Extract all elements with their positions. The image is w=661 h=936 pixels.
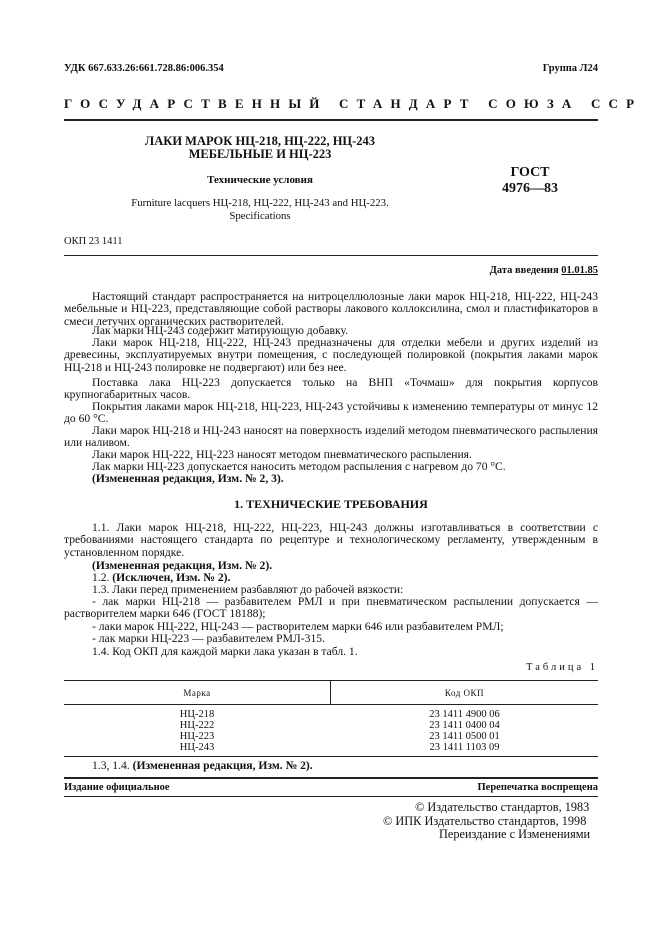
table-caption: Таблица 1 — [526, 662, 598, 673]
intro-paragraph: Лаки марок НЦ-218 и НЦ-243 наносят на поверхность изделий методом пневматического распыления или наливом. — [64, 424, 598, 450]
clause-1-4: 1.4. Код ОКП для каждой марки лака указан в табл. 1. — [92, 645, 358, 658]
okp-code: ОКП 23 1411 — [64, 236, 123, 247]
footer-bottom-rule — [64, 796, 598, 797]
clause-1-2-text: (Исключен, Изм. № 2). — [112, 571, 231, 584]
reprint-prohibited: Перепечатка воспрещена — [477, 782, 598, 793]
title-line-1: ЛАКИ МАРОК НЦ-218, НЦ-222, НЦ-243 — [144, 134, 376, 148]
clause-1-2-number: 1.2. — [92, 571, 110, 584]
table-header-mark: Марка — [183, 688, 211, 698]
clause-1-3: 1.3. Лаки перед применением разбавляют до рабочей вязкости: — [92, 583, 404, 596]
copyright-1983: © Издательство стандартов, 1983 — [415, 800, 590, 814]
table-cell-mark: НЦ-243 — [179, 742, 215, 753]
intro-paragraph: Лак марки НЦ-223 допускается наносить методом распыления с нагревом до 70 °С. — [92, 460, 506, 473]
state-standard-banner: ГОСУДАРСТВЕННЫЙ СТАНДАРТ СОЮЗА ССР — [64, 96, 643, 111]
document-subtitle: Технические условия — [207, 174, 313, 186]
group-code: Группа Л24 — [542, 63, 598, 74]
revision-numbers: 1.3, 1.4. — [92, 759, 130, 772]
table-bottom-rule — [64, 756, 598, 757]
intro-date-label: Дата введения — [489, 265, 559, 276]
table-cell-code: 23 1411 1103 09 — [429, 742, 500, 753]
intro-paragraph: Настоящий стандарт распространяется на нитроцеллюлозные лаки марок НЦ-218, НЦ-222, НЦ-243 мебельные и НЦ-223, представляющие собой растворы лакового коллоксилина, смол и пластификаторов в смеси летучих органических растворителей. — [64, 290, 598, 328]
intro-paragraph: Лаки марок НЦ-218, НЦ-222, НЦ-243 предназначены для отделки мебели и других изделий из древесины, эксплуатируемых внутри помещения, с последующей полировкой (покрытия лаками марок НЦ-218 и НЦ-243 полировке не подвергают) или без нее. — [64, 336, 598, 374]
udk-code: УДК 667.633.26:661.728.86:006.354 — [64, 63, 224, 74]
table-header-code: Код ОКП — [444, 688, 485, 698]
table-cell-code: 23 1411 0400 04 — [429, 720, 500, 731]
table-cell-code: 23 1411 4900 06 — [429, 709, 500, 720]
document-title — [120, 135, 400, 161]
section-1-heading: 1. ТЕХНИЧЕСКИЕ ТРЕБОВАНИЯ — [234, 497, 428, 511]
intro-paragraph: Поставка лака НЦ-223 допускается только на ВНП «Точмаш» для покрытия корпусов крупногабаритных часов. — [64, 376, 598, 402]
revision-text: (Измененная редакция, Изм. № 2). — [132, 759, 313, 772]
english-title — [100, 197, 420, 223]
clause-1-3-item: - лаки марок НЦ-222, НЦ-243 — растворителем марки 646 или разбавителем РМЛ; — [92, 620, 504, 633]
title-rule — [64, 255, 598, 256]
header-rule — [64, 119, 598, 121]
table-cell-mark: НЦ-218 — [179, 709, 215, 720]
intro-date — [490, 265, 598, 276]
intro-paragraph: Лаки марок НЦ-222, НЦ-223 наносят методом пневматического распыления. — [92, 448, 472, 461]
table-top-rule — [64, 680, 598, 681]
gost-designation — [490, 165, 570, 197]
official-edition: Издание официальное — [64, 782, 170, 793]
table-cell-code: 23 1411 0500 01 — [429, 731, 500, 742]
clause-1-1: 1.1. Лаки марок НЦ-218, НЦ-222, НЦ-223, НЦ-243 должны изготавливаться в соответствии с требованиями настоящего стандарта по рецептуре и технологическому регламенту, утвержденным в установленном порядке. — [64, 521, 598, 559]
gost-number: 4976—83 — [502, 181, 558, 196]
reissue-note: Переиздание с Изменениями — [439, 827, 591, 842]
intro-paragraph: Покрытия лаками марок НЦ-218, НЦ-223, НЦ-243 устойчивы к изменению температуры от минус 12 до 60 °С. — [64, 400, 598, 426]
clause-1-1-revision: (Измененная редакция, Изм. № 2). — [92, 559, 273, 572]
footer-rule — [64, 777, 598, 779]
copyright-1998: © ИПК Издательство стандартов, 1998 — [383, 813, 587, 828]
copyright-block — [383, 801, 598, 842]
gost-label: ГОСТ — [510, 165, 550, 180]
english-title-line-2: Specifications — [229, 210, 291, 222]
clause-1-3-item: - лак марки НЦ-218 — разбавителем РМЛ и при пневматическом распылении допускается — растворителем марки 646 (ГОСТ 18188); — [64, 595, 598, 621]
english-title-line-1: Furniture lacquers НЦ-218, НЦ-222, НЦ-243 and НЦ-223. — [131, 197, 389, 209]
intro-date-value: 01.01.85 — [561, 265, 598, 276]
intro-paragraph: Лак марки НЦ-243 содержит матирующую добавку. — [92, 324, 348, 337]
table-cell-mark: НЦ-223 — [179, 731, 215, 742]
clause-1-3-1-4-revision — [64, 760, 598, 772]
table-cell-mark: НЦ-222 — [179, 720, 215, 731]
intro-revision-note: (Измененная редакция, Изм. № 2, 3). — [92, 472, 284, 485]
clause-1-3-item: - лак марки НЦ-223 — разбавителем РМЛ-315. — [92, 632, 325, 645]
title-line-2: МЕБЕЛЬНЫЕ И НЦ-223 — [188, 147, 332, 161]
table-header-rule — [64, 704, 598, 705]
